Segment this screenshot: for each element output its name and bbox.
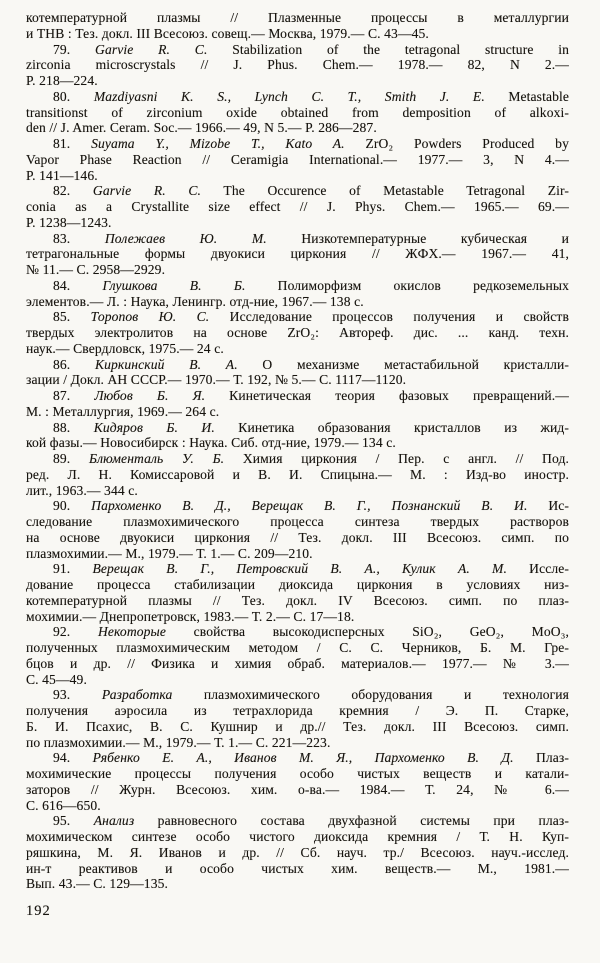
reference-text: Ис- <box>527 498 569 514</box>
reference-line <box>26 26 569 42</box>
reference-authors: Анализ <box>93 813 135 829</box>
reference-text: Химия циркония / Пер. с англ. // Под. <box>224 451 569 466</box>
reference-text: 85. <box>53 309 91 325</box>
reference-entry <box>26 42 569 89</box>
reference-entry <box>26 750 569 813</box>
reference-line <box>26 845 569 861</box>
reference-text: Кинетическая теория фазовых превращений.— <box>205 388 569 403</box>
reference-line <box>26 199 569 215</box>
reference-line <box>26 341 569 357</box>
reference-line <box>26 861 569 877</box>
reference-line <box>26 10 569 26</box>
reference-text: бцов и др. // Физика и химия обраб. материалов.— 1977.— № 3.— <box>26 655 569 671</box>
reference-line <box>26 750 569 766</box>
reference-line <box>26 152 569 168</box>
reference-text: и ТНВ : Тез. докл. III Всесоюз. совещ.— Москва, 1979.— С. 43—45. <box>26 25 429 41</box>
reference-text: transitionst of zirconium oxide obtained from demposition of alkoxi- <box>26 104 569 120</box>
reference-text: 93. <box>53 687 102 703</box>
reference-line <box>26 262 569 278</box>
reference-text: conia as a Crystallite size effect // J. Phys. Chem.— 1965.— 69.— <box>26 199 569 214</box>
reference-text: 80. <box>53 88 94 104</box>
reference-text: зации / Докл. АН СССР.— 1970.— Т. 192, № 5.— С. 1117—1120. <box>26 372 407 388</box>
reference-text: свойства высокодисперсных SiO₂, GeO₂, MoO₃, <box>165 624 569 640</box>
reference-text: равновесного состава двухфазной системы при плаз- <box>134 813 569 829</box>
page-number: 192 <box>26 903 51 919</box>
reference-line <box>26 735 569 751</box>
reference-entry <box>26 687 569 750</box>
reference-entry <box>26 10 569 42</box>
reference-authors: Кидяров Б. И. <box>93 419 215 435</box>
reference-text: den // J. Amer. Ceram. Soc.— 1966.— 49, N 5.— P. 286—287. <box>26 120 377 136</box>
reference-text: С. 616—650. <box>26 797 101 813</box>
reference-entry <box>26 357 569 389</box>
reference-text: кой фазы.— Новосибирск : Наука. Сиб. отд-ние, 1979.— 134 с. <box>26 435 396 451</box>
reference-text: P. 1238—1243. <box>26 214 112 230</box>
reference-text: мохимическом синтезе особо чистого диоксида кремния / Т. Н. Куп- <box>26 829 569 844</box>
reference-line <box>26 357 569 373</box>
reference-text: 88. <box>53 419 94 435</box>
reference-line <box>26 656 569 672</box>
reference-text: котемпературной плазмы // Плазменные процессы в металлургии <box>26 10 569 25</box>
reference-text: получения аэросила из тетрахлорида кремния / Э. П. Старке, <box>26 703 569 718</box>
reference-text: тетрагональные формы двуокиси циркония // ЖФХ.— 1967.— 41, <box>26 246 569 262</box>
reference-authors: Киркинский В. А. <box>95 356 238 372</box>
reference-authors: Garvie R. C. <box>92 183 202 199</box>
reference-line <box>26 577 569 593</box>
reference-authors: Разработка <box>101 687 173 703</box>
reference-line <box>26 467 569 483</box>
reference-text: С. 45—49. <box>26 671 87 687</box>
reference-line <box>26 89 569 105</box>
reference-authors: Mazdiyasni K. S., Lynch C. T., Smith J. E. <box>93 88 485 104</box>
reference-text: 82. <box>53 183 93 199</box>
reference-authors: Garvie R. C. <box>95 41 208 57</box>
reference-text: P. 218—224. <box>26 73 98 88</box>
reference-text: мохимические процессы получения особо чистых веществ и катали- <box>26 766 569 781</box>
reference-line <box>26 215 569 231</box>
reference-line <box>26 829 569 845</box>
reference-text: 95. <box>53 813 94 829</box>
reference-text: ZrO₂ Powders Produced by <box>344 136 569 151</box>
reference-text: 84. <box>53 277 103 293</box>
reference-entry <box>26 451 569 498</box>
reference-entry <box>26 136 569 183</box>
reference-text: 94. <box>53 750 93 766</box>
reference-line <box>26 168 569 184</box>
reference-text: The Occurence of Metastable Tetragonal Zir- <box>201 183 569 199</box>
reference-line <box>26 325 569 341</box>
reference-entry <box>26 231 569 278</box>
reference-text: Metastable <box>484 88 569 104</box>
reference-line <box>26 498 569 514</box>
reference-line <box>26 435 569 451</box>
reference-entry <box>26 89 569 136</box>
reference-line <box>26 609 569 625</box>
reference-text: мохимии.— Днепропетровск, 1983.— Т. 2.— С. 17—18. <box>26 608 355 624</box>
reference-authors: Любов Б. Я. <box>94 388 206 403</box>
reference-text: Полиморфизм окислов редкоземельных <box>245 277 569 293</box>
reference-authors: Торопов Ю. С. <box>90 309 210 325</box>
reference-text: элементов.— Л. : Наука, Ленингр. отд-ние, 1967.— 138 с. <box>26 293 364 309</box>
reference-text: М. : Металлургия, 1969.— 264 с. <box>26 403 220 419</box>
reference-line <box>26 640 569 656</box>
reference-text: Vapor Phase Reaction // Ceramigia International.— 1977.— 3, N 4.— <box>26 151 569 167</box>
reference-text: Кинетика образования кристаллов из жид- <box>214 419 569 435</box>
reference-authors: Suyama Y., Mizobe T., Kato A. <box>91 136 345 151</box>
reference-line <box>26 278 569 294</box>
reference-line <box>26 766 569 782</box>
reference-text: № 11.— С. 2958—2929. <box>26 262 166 277</box>
reference-line <box>26 514 569 530</box>
reference-text: на основе двуокиси циркония // Тез. докл. III Всесоюз. симп. по <box>26 529 569 545</box>
reference-line <box>26 42 569 58</box>
reference-authors: Пархоменко В. Д., Верещак В. Г., Познанский В. И. <box>91 498 528 514</box>
reference-line <box>26 672 569 688</box>
reference-text: 81. <box>53 136 92 151</box>
reference-authors: Некоторые <box>97 624 166 640</box>
reference-text: плазмохимии.— М., 1979.— Т. 1.— С. 209—210. <box>26 545 313 561</box>
reference-text: 89. <box>53 451 89 466</box>
reference-line <box>26 246 569 262</box>
reference-line <box>26 813 569 829</box>
reference-line <box>26 483 569 499</box>
reference-text: полученных плазмохимическим методом / С. С. Черников, Б. М. Гре- <box>26 640 569 655</box>
reference-line <box>26 105 569 121</box>
reference-line <box>26 120 569 136</box>
reference-entry <box>26 420 569 452</box>
reference-line <box>26 561 569 577</box>
reference-authors: Рябенко Е. А., Иванов М. Я., Пархоменко В. Д. <box>92 750 514 766</box>
reference-line <box>26 876 569 892</box>
reference-line <box>26 136 569 152</box>
reference-text: 90. <box>53 498 92 514</box>
reference-text: 92. <box>53 624 98 640</box>
reference-text: ред. Л. Н. Комиссаровой и В. И. Спицына.— М. : Изд-во иностр. <box>26 466 569 482</box>
reference-line <box>26 73 569 89</box>
reference-line <box>26 57 569 73</box>
reference-text: лит., 1963.— 344 с. <box>26 482 138 498</box>
reference-text: твердых электролитов на основе ZrO₂: Автореф. дис. ... канд. техн. <box>26 325 569 340</box>
reference-entry <box>26 624 569 687</box>
reference-text: Низкотемпературные кубическая и <box>266 230 569 246</box>
reference-entry <box>26 813 569 892</box>
reference-line <box>26 546 569 562</box>
reference-entry <box>26 278 569 310</box>
reference-line <box>26 624 569 640</box>
reference-text: О механизме метастабильной кристалли- <box>237 356 570 372</box>
reference-entry <box>26 183 569 230</box>
reference-line <box>26 593 569 609</box>
reference-line <box>26 798 569 814</box>
reference-line <box>26 372 569 388</box>
reference-line <box>26 183 569 199</box>
reference-line <box>26 294 569 310</box>
reference-text: Вып. 43.— С. 129—135. <box>26 876 168 892</box>
reference-line <box>26 703 569 719</box>
reference-text: 86. <box>53 356 95 372</box>
reference-entry <box>26 388 569 420</box>
reference-text: ряшкина, М. Я. Иванов и др. // Сб. науч. тр./ Всесоюз. науч.-исслед. <box>26 844 569 860</box>
reference-text: Исследование процессов получения и свойств <box>209 309 569 325</box>
reference-line <box>26 782 569 798</box>
reference-text: Б. И. Псахис, В. С. Кушнир и др.// Тез. докл. III Всесоюз. симп. <box>26 718 569 734</box>
reference-line <box>26 451 569 467</box>
reference-authors: Блюменталь У. Б. <box>88 451 225 466</box>
reference-text: ин-т реактивов и особо чистых хим. веществ.— М., 1981.— <box>26 860 569 876</box>
reference-text: Плаз- <box>513 750 570 766</box>
reference-line <box>26 687 569 703</box>
reference-text: P. 141—146. <box>26 167 98 183</box>
reference-entry <box>26 498 569 561</box>
reference-text: дование процесса стабилизации диоксида циркония в условиях низ- <box>26 577 569 592</box>
references-list <box>26 10 569 892</box>
reference-text: плазмохимического оборудования и технология <box>172 687 569 703</box>
reference-authors: Глушкова В. Б. <box>102 277 246 293</box>
reference-text: 87. <box>53 388 95 403</box>
reference-authors: Верещак В. Г., Петровский В. А., Кулик А. М. <box>92 561 507 577</box>
reference-line <box>26 388 569 404</box>
reference-text: 91. <box>53 561 93 577</box>
reference-line <box>26 719 569 735</box>
reference-text: по плазмохимии.— М., 1979.— Т. 1.— С. 221—223. <box>26 734 331 750</box>
reference-text: zirconia microscrystals // J. Phus. Chem.— 1978.— 82, N 2.— <box>26 57 569 73</box>
reference-text: Иссле- <box>506 561 569 577</box>
reference-text: наук.— Свердловск, 1975.— 24 с. <box>26 340 224 356</box>
reference-authors: Полежаев Ю. М. <box>104 230 267 246</box>
reference-text: заторов // Журн. Всесоюз. хим. о-ва.— 1984.— Т. 24, № 6.— <box>26 781 569 797</box>
reference-text: следование плазмохимического процесса синтеза твердых растворов <box>26 514 569 529</box>
reference-text: Stabilization of the tetragonal structure in <box>207 41 569 57</box>
reference-line <box>26 404 569 420</box>
reference-text: котемпературной плазмы // Тез. докл. IV Всесоюз. симп. по плаз- <box>26 592 569 608</box>
reference-line <box>26 420 569 436</box>
reference-entry <box>26 561 569 624</box>
reference-text: 83. <box>53 230 105 246</box>
reference-line <box>26 231 569 247</box>
reference-line <box>26 309 569 325</box>
reference-entry <box>26 309 569 356</box>
reference-line <box>26 530 569 546</box>
reference-text: 79. <box>53 41 96 57</box>
